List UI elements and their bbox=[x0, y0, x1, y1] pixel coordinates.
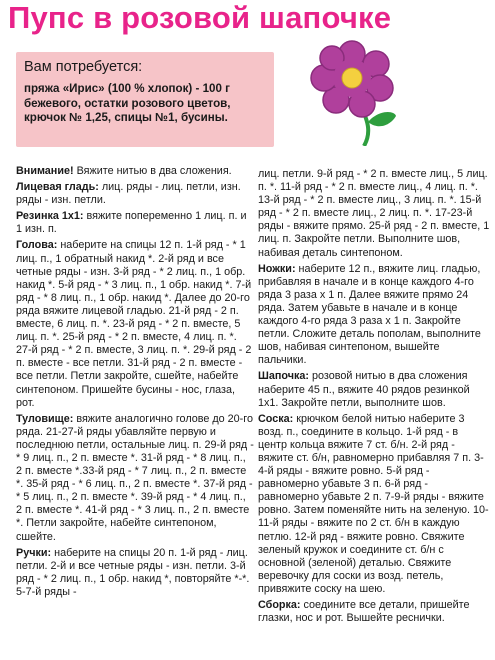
paragraph: Ручки: наберите на спицы 20 п. 1-й ряд - лиц. петли. 2-й и все четные ряды - изн. петли. 3-й ряд - * 2 лиц. п., 1 обр. накид *, повторяйте *-*. 5-7-й ряды - bbox=[16, 546, 250, 598]
materials-heading: Вам потребуется: bbox=[24, 59, 143, 75]
page-title: Пупс в розовой шапочке bbox=[8, 0, 392, 35]
paragraph: Внимание! Вяжите нитью в два сложения. bbox=[16, 165, 232, 177]
paragraph: Сборка: соедините все детали, пришейте глазки, нос и рот. Вышейте реснички. bbox=[258, 599, 470, 625]
flower-center bbox=[342, 68, 362, 88]
paragraph: лиц. петли. 9-й ряд - * 2 п. вместе лиц., 5 лиц. п. *. 11-й ряд - * 2 п. вместе лиц., 4 лиц. п. *. 13-й ряд - * 2 п. вместе лиц., 3 лиц. п. *. 15-й ряд - * 2 п. вместе лиц., 2 лиц. п. *. 17-23-й ряды - вяжите прямо. 25-й ряд - 2 п. вместе, 1 лиц. п. Закройте петли. Выполните шов, набивая деталь синтепоном. bbox=[258, 168, 490, 259]
paragraph: Туловище: вяжите аналогично голове до 20-го ряда. 21-27-й ряды убавляйте первую и последнюю петли, остальные лиц. п. 29-й ряд - * 9 лиц. п., 2 п. вместе *. 31-й ряд - * 8 лиц. п., 2 п. вместе *.33-й ряд - * 7 лиц. п., 2 п. вместе *. 35-й ряд - * 6 лиц. п., 2 п. вместе *. 37-й ряд - * 5 лиц. п., 2 п. вместе *. 39-й ряд - * 4 лиц. п., 2 п. вместе *. 41-й ряд - * 3 лиц. п., 2 п. вместе *. Петли закройте, набейте синтепоном, сшейте. bbox=[16, 412, 254, 543]
left-column bbox=[16, 165, 254, 602]
flower-icon bbox=[306, 40, 398, 146]
paragraph: Шапочка: розовой нитью в два сложения наберите 45 п., вяжите 40 рядов резинкой 1х1. Закройте петли, выполните шов. bbox=[258, 370, 470, 409]
paragraph: Соска: крючком белой нитью наберите 3 возд. п., соедините в кольцо. 1-й ряд - в центр кольца вяжите 7 ст. б/н. 2-й ряд - вяжите ст. б/н, равномерно прибавляя 7 п. 3-4-й ряды - вяжите ровно. 5-й ряд - равномерно убавьте 3 п. 6-й ряд - равномерно убавьте 2 п. 7-9-й ряды - вяжите ровно. Затем поменяйте нить на зеленую. 10-11-й ряды - вяжите по 2 ст. б/н в каждую петлю. 12-й ряд - вяжите ровно. Свяжите зеленый кружок и соедините ст. б/н с основной (зеленой) деталью. Свяжите веревочку для соски из возд. петель, привяжите соску на шею. bbox=[258, 412, 489, 595]
paragraph: Резинка 1х1: вяжите попеременно 1 лиц. п. и 1 изн. п. bbox=[16, 210, 247, 236]
materials-text: пряжа «Ирис» (100 % хлопок) - 100 г бежевого, остатки розового цветов, крючок № 1,25, спицы №1, бусины. bbox=[24, 82, 231, 125]
paragraph: Ножки: наберите 12 п., вяжите лиц. гладью, прибавляя в начале и в конце каждого 4-го ряда 3 раза х 1 п. Далее вяжите прямо 24 ряда. Затем убавьте в начале и в конце каждого 4-го ряда 3 раза х 1 п. Закройте петли. Сложите деталь пополам, выполните шов, набивая синтепоном, вышейте пальчики. bbox=[258, 262, 481, 367]
paragraph: Лицевая гладь: лиц. ряды - лиц. петли, изн. ряды - изн. петли. bbox=[16, 181, 241, 207]
materials-box bbox=[16, 52, 274, 147]
right-column bbox=[258, 168, 490, 628]
paragraph: Голова: наберите на спицы 12 п. 1-й ряд - * 1 лиц. п., 1 обратный накид *. 2-й ряд и все четные ряды - изн. 3-й ряд - * 2 лиц. п., 1 обр. накид *. 5-й ряд - * 3 лиц. п., 1 обр. накид *. 7-й ряд - * 8 лиц. п., 1 обр. накид *. Далее до 20-го ряда вяжите лицевой гладью. 21-й ряд - 2 п. вместе, 6 лиц. п. *. 23-й ряд - * 2 п. вместе, 5 лиц. п. *. 25-й ряд - * 2 п. вместе, 4 лиц. п. *. 27-й ряд - * 2 п. вместе, 3 лиц. п. *. 29-й ряд - 2 п. вместе - все петли. 31-й ряд - 2 п. вместе - все петли. Петли закройте, сшейте, набейте синтепоном. Пришейте бусины - нос, глаза, рот. bbox=[16, 239, 252, 409]
leaf-icon bbox=[368, 112, 396, 126]
